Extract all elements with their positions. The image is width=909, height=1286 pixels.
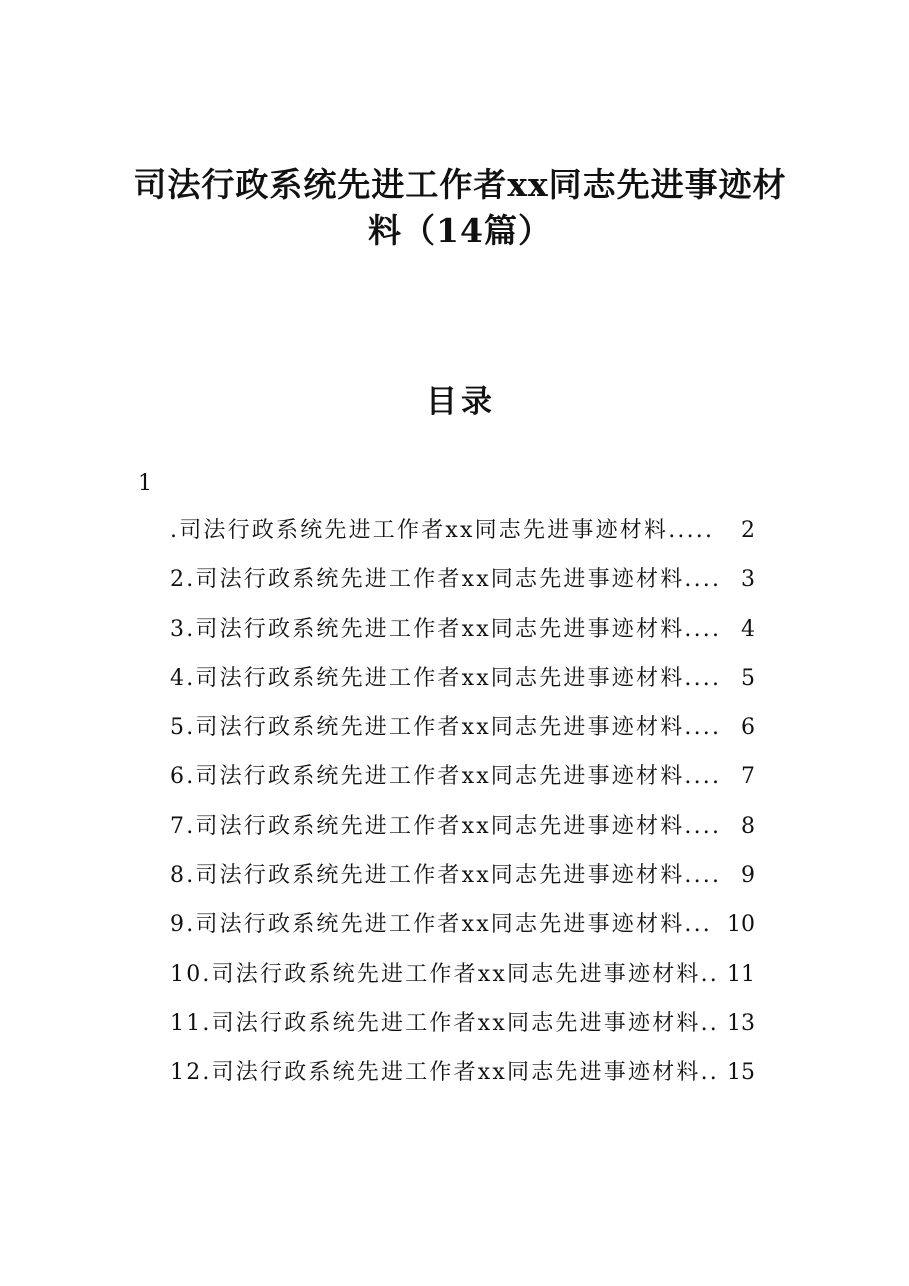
toc-item[interactable]	[170, 812, 755, 861]
toc-item-page: 13	[727, 1010, 755, 1036]
toc-item-page: 8	[741, 813, 755, 839]
toc-item[interactable]	[170, 1058, 755, 1107]
toc-item[interactable]	[170, 713, 755, 762]
toc-item[interactable]	[170, 516, 755, 565]
toc-item-page: 11	[727, 961, 755, 987]
toc-item[interactable]	[170, 664, 755, 713]
toc-item-label: 5.司法行政系统先进工作者xx同志先进事迹材料....	[170, 715, 722, 741]
toc-item-label: 4.司法行政系统先进工作者xx同志先进事迹材料....	[170, 665, 722, 691]
toc-item-page: 2	[741, 518, 755, 543]
toc-item[interactable]	[170, 910, 755, 959]
toc-item-page: 15	[727, 1060, 755, 1086]
toc-item-page: 3	[741, 567, 755, 593]
toc-item[interactable]	[170, 762, 755, 811]
toc-item-label: 2.司法行政系统先进工作者xx同志先进事迹材料....	[170, 567, 722, 593]
toc-item-page: 6	[741, 715, 755, 741]
title-line-2: 料（14篇）	[368, 211, 552, 250]
toc-item[interactable]	[170, 615, 755, 664]
title-line-1: 司法行政系统先进工作者xx同志先进事迹材	[133, 165, 787, 204]
toc-item-page: 4	[741, 616, 755, 642]
toc-item-label: 10.司法行政系统先进工作者xx同志先进事迹材料..	[170, 961, 719, 987]
toc-item-label: 12.司法行政系统先进工作者xx同志先进事迹材料..	[170, 1060, 719, 1086]
toc-item-page: 9	[741, 863, 755, 889]
toc-item[interactable]	[170, 565, 755, 614]
toc-item-page: 5	[741, 665, 755, 691]
table-of-contents	[170, 516, 755, 1108]
toc-item-label: 3.司法行政系统先进工作者xx同志先进事迹材料....	[170, 616, 722, 642]
stray-number: 1	[138, 471, 152, 496]
toc-item[interactable]	[170, 861, 755, 910]
toc-item-label: 9.司法行政系统先进工作者xx同志先进事迹材料...	[170, 912, 712, 938]
toc-item-label: 6.司法行政系统先进工作者xx同志先进事迹材料....	[170, 764, 722, 790]
toc-item-page: 7	[741, 764, 755, 790]
toc-item[interactable]	[170, 1009, 755, 1058]
toc-item[interactable]	[170, 960, 755, 1009]
toc-item-label: 8.司法行政系统先进工作者xx同志先进事迹材料....	[170, 863, 722, 889]
toc-item-label: 11.司法行政系统先进工作者xx同志先进事迹材料..	[170, 1010, 719, 1036]
toc-item-label: .司法行政系统先进工作者xx同志先进事迹材料.....	[170, 518, 715, 543]
toc-item-page: 10	[727, 912, 755, 938]
toc-heading: 目录	[426, 384, 496, 420]
document-title	[130, 162, 790, 254]
toc-item-label: 7.司法行政系统先进工作者xx同志先进事迹材料....	[170, 813, 722, 839]
